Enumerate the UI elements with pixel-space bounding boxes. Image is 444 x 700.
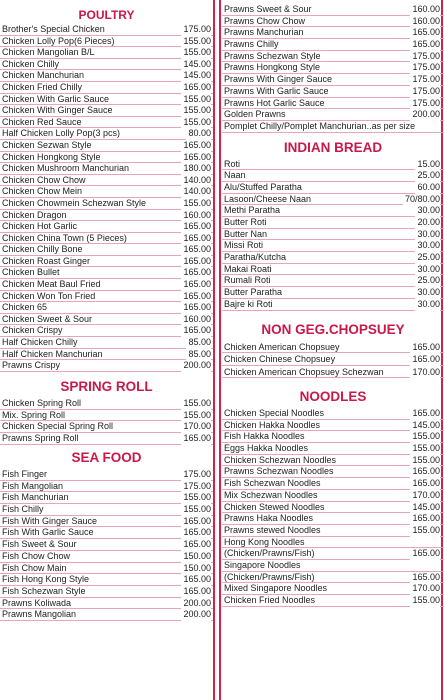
menu-item-row	[222, 366, 444, 379]
menu-item-price: 25.00	[417, 275, 440, 286]
menu-item-price: 145.00	[412, 501, 440, 512]
menu-item-row	[0, 291, 213, 303]
menu-item-row	[0, 551, 213, 563]
menu-item-name: Chicken Crispy	[2, 325, 63, 336]
menu-item-price: 155.00	[183, 116, 211, 127]
menu-item-price: 170.00	[412, 583, 440, 594]
menu-item-name: Rumali Roti	[224, 275, 271, 286]
menu-item-name: Prawns Chow Chow	[224, 15, 306, 26]
menu-item-name: Alu/Stuffed Paratha	[224, 181, 302, 192]
menu-item-price: 140.00	[183, 174, 211, 185]
menu-item-price: 60.00	[417, 181, 440, 192]
divider-line	[219, 0, 221, 700]
menu-item-row	[222, 51, 444, 63]
menu-item-price: 175.00	[183, 480, 211, 491]
menu-item-name: Prawns Chilly	[224, 39, 279, 50]
menu-item-name: Singapore Noodles	[224, 559, 301, 570]
menu-item-price: 165.00	[412, 548, 440, 559]
menu-item-row	[222, 159, 444, 171]
menu-item-price: 200.00	[183, 609, 211, 620]
menu-item-row	[0, 140, 213, 152]
menu-item-name: Chicken Chinese Chopsuey	[224, 354, 336, 364]
menu-item-price: 70/80.00	[404, 193, 440, 204]
menu-item-row	[222, 39, 444, 51]
menu-item-name: Half Chicken Manchurian	[2, 348, 103, 359]
menu-item-row	[222, 205, 444, 217]
menu-item-row	[222, 86, 444, 98]
menu-item-row	[222, 513, 444, 525]
section-title-spring-roll: SPRING ROLL	[60, 378, 153, 394]
menu-item-name: Prawns Crispy	[2, 360, 61, 371]
menu-item-price: 165.00	[183, 302, 211, 313]
menu-item-row	[0, 47, 213, 59]
menu-item-price: 20.00	[417, 217, 440, 227]
menu-item-price: 165.00	[412, 478, 440, 489]
menu-item-price: 165.00	[412, 27, 440, 38]
menu-item-row	[0, 210, 213, 222]
menu-item-name: Chicken American Chopsuey Schezwan	[224, 366, 384, 377]
menu-item-name: Prawns Hongkong Style	[224, 62, 321, 73]
menu-item-row	[222, 455, 444, 467]
menu-item-price: 150.00	[183, 550, 211, 561]
menu-item-row	[0, 59, 213, 71]
menu-item-name: Fish Chow Chow	[2, 550, 71, 561]
menu-item-row	[222, 583, 444, 595]
menu-item-row	[222, 299, 444, 311]
menu-item-name: Chicken Roast Ginger	[2, 255, 91, 266]
menu-item-name: Chicken Sweet & Sour	[2, 313, 93, 324]
menu-item-row	[222, 74, 444, 86]
menu-item-row	[0, 256, 213, 268]
menu-item-name: Fish Hakka Noodles	[224, 431, 305, 442]
menu-item-row	[0, 105, 213, 117]
menu-item-price: 165.00	[183, 290, 211, 301]
menu-item-price: 140.00	[183, 186, 211, 197]
menu-item-price: 165.00	[412, 513, 440, 524]
menu-item-price: 200.00	[412, 109, 440, 120]
menu-item-row	[222, 525, 444, 537]
menu-item-name: Hong Kong Noodles	[224, 536, 305, 547]
menu-item-price: 160.00	[183, 313, 211, 324]
menu-item-price: 165.00	[412, 354, 440, 364]
menu-item-price: 155.00	[412, 454, 440, 465]
menu-item-row	[222, 353, 444, 366]
right-column	[222, 0, 444, 607]
menu-item-name: Makai Roati	[224, 263, 272, 274]
menu-item-row	[222, 341, 444, 354]
menu-item-name: Chicken With Ginger Sauce	[2, 105, 113, 116]
menu-item-name: Butter Paratha	[224, 287, 283, 298]
menu-item-name: Eggs Hakka Noodles	[224, 443, 309, 454]
noodles-list	[222, 408, 444, 607]
menu-item-price: 165.00	[183, 433, 211, 444]
menu-item-price: 30.00	[417, 287, 440, 298]
menu-item-price: 160.00	[412, 15, 440, 26]
menu-item-name: Prawns With Garlic Sauce	[224, 85, 329, 96]
menu-item-name: Lasoon/Cheese Naan	[224, 193, 312, 204]
menu-item-name: Fish Finger	[2, 469, 48, 479]
menu-item-row	[222, 229, 444, 241]
menu-item-price: 165.00	[183, 255, 211, 266]
menu-item-row	[0, 421, 213, 433]
menu-item-price: 200.00	[183, 360, 211, 371]
menu-item-row	[222, 16, 444, 28]
menu-item-name: Chicken Bullet	[2, 267, 60, 278]
menu-item-row	[222, 252, 444, 264]
menu-item-price: 150.00	[183, 562, 211, 573]
chopsuey-list	[222, 341, 444, 379]
menu-item-price: 155.00	[183, 492, 211, 503]
menu-item-price: 155.00	[183, 409, 211, 420]
section-title-chopsuey: NON GEG.CHOPSUEY	[261, 321, 405, 337]
menu-item-price: 165.00	[183, 244, 211, 255]
menu-item-price: 200.00	[183, 597, 211, 608]
menu-item-name: Fish Chow Main	[2, 562, 67, 573]
menu-item-price: 175.00	[412, 50, 440, 61]
menu-item-name: Butter Nan	[224, 228, 268, 239]
menu-item-price: 160.00	[183, 209, 211, 220]
menu-item-name: Chicken Chilly Bone	[2, 244, 83, 255]
menu-item-price: 170.00	[412, 489, 440, 500]
menu-item-row	[0, 598, 213, 610]
menu-item-name: Missi Roti	[224, 240, 264, 251]
menu-item-row	[0, 337, 213, 349]
menu-item-name: Chicken Manchurian	[2, 70, 85, 81]
menu-item-row	[0, 198, 213, 210]
menu-item-price: 155.00	[412, 595, 440, 605]
menu-item-price: 175.00	[183, 24, 211, 34]
menu-item-name: Chicken Chow Mein	[2, 186, 83, 197]
menu-item-name: Pomplet Chilly/Pomplet Manchurian..as per size	[224, 120, 416, 131]
menu-item-name: Chicken Stewed Noodles	[224, 501, 325, 512]
menu-item-name: Chicken Mangolian B/L	[2, 47, 95, 58]
left-column	[0, 0, 213, 621]
menu-item-name: Fish Mangolian	[2, 480, 64, 491]
menu-item-name: Chicken Lolly Pop(6 Pieces)	[2, 35, 115, 46]
menu-item-name: Chicken Special Spring Roll	[2, 421, 114, 432]
menu-item-row	[0, 221, 213, 233]
indian-bread-list	[222, 159, 444, 311]
menu-item-row	[222, 478, 444, 490]
menu-item-name: Fish Sweet & Sour	[2, 539, 77, 550]
menu-item-row	[222, 537, 444, 549]
menu-item-row	[222, 548, 444, 560]
menu-item-name: Fish Hong Kong Style	[2, 574, 90, 585]
menu-item-price: 165.00	[183, 267, 211, 278]
menu-item-price: 30.00	[417, 240, 440, 251]
menu-item-price: 30.00	[417, 228, 440, 239]
menu-item-row	[222, 264, 444, 276]
menu-item-name: Mix. Spring Roll	[2, 409, 66, 420]
menu-item-row	[0, 492, 213, 504]
menu-item-price: 155.00	[183, 197, 211, 208]
section-title-sea-food: SEA FOOD	[71, 450, 142, 465]
menu-item-row	[0, 36, 213, 48]
menu-item-name: Chicken Fried Noodles	[224, 595, 316, 605]
menu-item-name: Paratha/Kutcha	[224, 252, 287, 263]
menu-item-price: 165.00	[183, 539, 211, 550]
menu-item-name: Bajre ki Roti	[224, 298, 273, 309]
menu-item-name: Chicken Red Sauce	[2, 116, 82, 127]
menu-item-name: Chicken Hakka Noodles	[224, 419, 321, 430]
menu-item-row	[0, 244, 213, 256]
menu-item-name: Chicken China Town (5 Pieces)	[2, 232, 127, 243]
menu-item-price: 175.00	[412, 97, 440, 108]
menu-item-name: Prawns Manchurian	[224, 27, 304, 38]
menu-item-row	[222, 121, 444, 133]
menu-item-row	[222, 194, 444, 206]
menu-item-row	[222, 109, 444, 121]
menu-item-row	[0, 504, 213, 516]
menu-item-row	[222, 560, 444, 572]
menu-item-price: 155.00	[183, 504, 211, 515]
menu-item-name: Mix Schezwan Noodles	[224, 489, 318, 500]
menu-item-row	[222, 4, 444, 16]
menu-item-name: Chicken Mushroom Manchurian	[2, 163, 130, 174]
menu-item-row	[222, 170, 444, 182]
menu-item-name: Naan	[224, 170, 246, 181]
menu-item-row	[222, 217, 444, 229]
menu-item-name: Chicken Hot Garlic	[2, 221, 78, 232]
section-title-poultry: POULTRY	[78, 8, 135, 22]
section-title-noodles: NOODLES	[299, 389, 367, 404]
menu-item-name: Fish Manchurian	[2, 492, 69, 503]
menu-item-name: (Chicken/Prawns/Fish)	[224, 571, 315, 582]
menu-item-row	[0, 410, 213, 422]
menu-item-name: Chicken Won Ton Fried	[2, 290, 96, 301]
menu-item-price: 155.00	[183, 35, 211, 46]
menu-item-price: 30.00	[417, 298, 440, 309]
menu-item-name: Chicken American Chopsuey	[224, 341, 340, 352]
menu-item-row	[0, 539, 213, 551]
menu-item-name: Prawns Sweet & Sour	[224, 4, 312, 14]
menu-item-price: 145.00	[412, 419, 440, 430]
menu-item-name: Prawns Schezwan Style	[224, 50, 321, 61]
menu-item-price: 155.00	[412, 524, 440, 535]
menu-item-price: 165.00	[183, 221, 211, 232]
menu-item-name: Fish With Ginger Sauce	[2, 515, 98, 526]
menu-item-name: Prawns Hot Garlic Sauce	[224, 97, 325, 108]
menu-item-name: Chicken 65	[2, 302, 48, 313]
menu-item-price: 175.00	[183, 469, 211, 479]
menu-item-price: 165.00	[412, 39, 440, 50]
menu-item-row	[0, 325, 213, 337]
menu-item-price: 165.00	[183, 139, 211, 150]
menu-item-row	[222, 240, 444, 252]
menu-item-name: Chicken Sezwan Style	[2, 139, 92, 150]
menu-item-row	[0, 175, 213, 187]
menu-item-name: Golden Prawns	[224, 109, 286, 120]
menu-item-price: 15.00	[417, 158, 440, 169]
menu-item-price: 165.00	[183, 515, 211, 526]
menu-item-price: 85.00	[188, 337, 211, 348]
menu-item-price: 165.00	[183, 151, 211, 162]
menu-item-price: 160.00	[412, 4, 440, 14]
menu-item-row	[0, 586, 213, 598]
menu-item-name: Prawns Haka Noodles	[224, 513, 314, 524]
menu-item-price: 175.00	[412, 62, 440, 73]
menu-item-row	[222, 431, 444, 443]
menu-item-name: Fish With Garlic Sauce	[2, 527, 94, 538]
menu-item-row	[0, 527, 213, 539]
menu-item-row	[0, 152, 213, 164]
menu-item-row	[0, 349, 213, 361]
menu-item-name: Methi Paratha	[224, 205, 281, 216]
menu-item-price: 155.00	[183, 105, 211, 116]
sea-food-list	[0, 469, 213, 621]
menu-item-price: 165.00	[183, 585, 211, 596]
menu-item-price: 165.00	[183, 527, 211, 538]
menu-item-price: 155.00	[183, 397, 211, 408]
menu-item-name: Prawns Koliwada	[2, 597, 72, 608]
menu-item-name: Half Chicken Lolly Pop(3 pcs)	[2, 128, 121, 139]
menu-item-row	[222, 62, 444, 74]
menu-item-price: 170.00	[183, 421, 211, 432]
menu-item-row	[0, 267, 213, 279]
menu-item-row	[0, 481, 213, 493]
menu-item-name: Chicken Chilly	[2, 58, 60, 69]
section-title-indian-bread: INDIAN BREAD	[283, 139, 383, 155]
menu-item-name: Chicken Fried Chilly	[2, 81, 83, 92]
poultry-list	[0, 24, 213, 372]
menu-item-row	[0, 609, 213, 621]
left-border-line	[213, 0, 215, 700]
menu-item-price: 165.00	[183, 325, 211, 336]
menu-item-price: 25.00	[417, 170, 440, 181]
menu-item-price: 165.00	[412, 571, 440, 582]
menu-item-row	[222, 595, 444, 607]
menu-item-row	[0, 360, 213, 372]
menu-item-row	[0, 314, 213, 326]
menu-item-name: Chicken Chow Chow	[2, 174, 86, 185]
spring-roll-list	[0, 398, 213, 445]
menu-item-name: Prawns Spring Roll	[2, 433, 79, 444]
menu-item-name: Fish Schezwan Style	[2, 585, 86, 596]
menu-item-name: Chicken Spring Roll	[2, 397, 82, 408]
menu-item-price: 25.00	[417, 252, 440, 263]
menu-item-name: Chicken With Garlic Sauce	[2, 93, 110, 104]
menu-item-row	[222, 502, 444, 514]
menu-item-name: Prawns With Ginger Sauce	[224, 74, 333, 85]
menu-item-price: 180.00	[183, 163, 211, 174]
menu-item-row	[222, 275, 444, 287]
menu-item-price: 165.00	[412, 341, 440, 352]
menu-item-row	[0, 82, 213, 94]
menu-item-name: Brother's Special Chicken	[2, 24, 105, 34]
menu-item-row	[222, 408, 444, 420]
menu-item-name: Prawns Mangolian	[2, 609, 77, 620]
menu-item-price: 175.00	[412, 85, 440, 96]
menu-item-row	[0, 563, 213, 575]
menu-item-row	[0, 70, 213, 82]
menu-item-row	[0, 279, 213, 291]
menu-item-name: Mixed Singapore Noodles	[224, 583, 328, 594]
menu-item-price: 145.00	[183, 58, 211, 69]
menu-item-row	[222, 98, 444, 110]
menu-item-row	[222, 287, 444, 299]
menu-item-price: 155.00	[183, 93, 211, 104]
menu-item-price: 80.00	[188, 128, 211, 139]
menu-item-name: Half Chicken Chilly	[2, 337, 78, 348]
menu-item-name: Fish Chilly	[2, 504, 44, 515]
menu-item-price: 165.00	[183, 81, 211, 92]
menu-item-name: Chicken Special Noodles	[224, 408, 325, 418]
menu-item-row	[0, 233, 213, 245]
menu-item-name: Roti	[224, 158, 241, 169]
menu-item-row	[0, 433, 213, 445]
menu-item-row	[0, 128, 213, 140]
menu-item-row	[0, 469, 213, 481]
menu-item-row	[222, 490, 444, 502]
menu-item-row	[222, 182, 444, 194]
menu-item-price: 155.00	[412, 443, 440, 454]
menu-item-row	[222, 466, 444, 478]
menu-item-row	[222, 572, 444, 584]
menu-item-row	[0, 163, 213, 175]
menu-item-row	[0, 117, 213, 129]
menu-item-row	[0, 398, 213, 410]
menu-item-name: Chicken Dragon	[2, 209, 67, 220]
menu-item-row	[0, 574, 213, 586]
menu-item-name: Chicken Meat Baul Fried	[2, 279, 101, 290]
menu-item-price: 165.00	[412, 408, 440, 418]
menu-item-row	[0, 186, 213, 198]
prawns-list	[222, 4, 444, 133]
menu-item-price: 30.00	[417, 205, 440, 216]
menu-item-name: Prawns stewed Noodles	[224, 524, 321, 535]
menu-item-price: 165.00	[412, 466, 440, 477]
menu-item-price: 175.00	[412, 74, 440, 85]
menu-item-row	[222, 420, 444, 432]
menu-item-row	[222, 443, 444, 455]
menu-item-price: 155.00	[412, 431, 440, 442]
menu-item-price: 170.00	[412, 366, 440, 377]
menu-item-name: Fish Schezwan Noodles	[224, 478, 321, 489]
menu-item-name: Prawns Schezwan Noodles	[224, 466, 334, 477]
menu-item-price: 165.00	[183, 279, 211, 290]
menu-item-name: Chicken Chowmein Schezwan Style	[2, 197, 147, 208]
menu-item-name: Chicken Hongkong Style	[2, 151, 101, 162]
menu-item-price: 165.00	[183, 574, 211, 585]
menu-item-price: 165.00	[183, 232, 211, 243]
menu-item-name: Chicken Schezwan Noodles	[224, 454, 337, 465]
menu-item-name: (Chicken/Prawns/Fish)	[224, 548, 315, 559]
menu-item-price: 145.00	[183, 70, 211, 81]
menu-item-name: Butter Roti	[224, 217, 267, 227]
menu-item-row	[0, 94, 213, 106]
menu-item-row	[0, 516, 213, 528]
menu-item-row	[0, 24, 213, 36]
menu-item-price: 30.00	[417, 263, 440, 274]
menu-item-price: 85.00	[188, 348, 211, 359]
menu-item-row	[222, 27, 444, 39]
menu-item-price: 155.00	[183, 47, 211, 58]
menu-item-row	[0, 302, 213, 314]
